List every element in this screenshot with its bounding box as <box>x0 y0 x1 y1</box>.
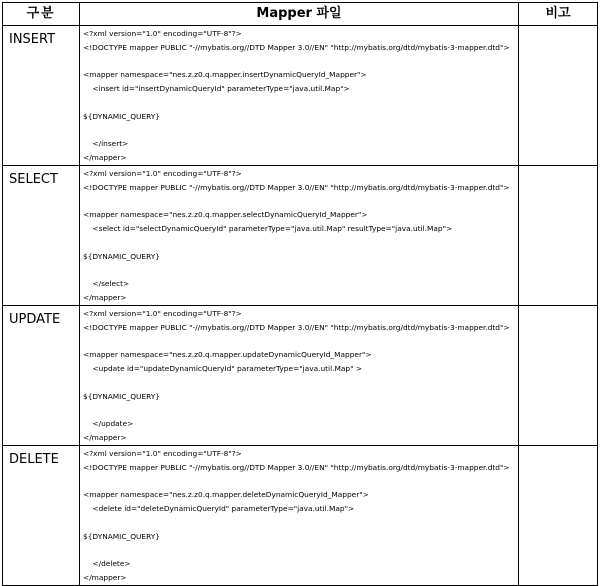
code-line: <delete id="deleteDynamicQueryId" parameterType="java.util.Map"> <box>83 504 355 514</box>
code-line: <!DOCTYPE mapper PUBLIC "-//mybatis.org//DTD Mapper 3.0//EN" "http://mybatis.org/dtd/mybatis-3-mapper.dtd"> <box>83 182 510 192</box>
code-line: </mapper> <box>83 153 127 163</box>
table-row <box>3 165 598 305</box>
code-line: ${DYNAMIC_QUERY} <box>83 531 160 541</box>
header-type-label: 구분 <box>26 6 56 21</box>
code-line: ${DYNAMIC_QUERY} <box>83 111 160 121</box>
code-line: <!DOCTYPE mapper PUBLIC "-//mybatis.org//DTD Mapper 3.0//EN" "http://mybatis.org/dtd/mybatis-3-mapper.dtd"> <box>83 322 510 332</box>
code-line: <?xml version="1.0" encoding="UTF-8"?> <box>83 29 242 38</box>
code-line <box>83 236 518 250</box>
note-cell <box>519 26 598 166</box>
code-line <box>83 475 518 489</box>
note-cell <box>519 305 598 445</box>
code-line: </insert> <box>83 139 129 149</box>
code-line <box>83 404 518 418</box>
type-cell <box>3 305 80 445</box>
table-header <box>3 3 598 26</box>
header-mapper <box>80 3 519 26</box>
header-note <box>519 3 598 26</box>
code-line: <?xml version="1.0" encoding="UTF-8"?> <box>83 448 242 458</box>
type-cell <box>3 165 80 305</box>
code-line: <insert id="insertDynamicQueryId" parameterType="java.util.Map"> <box>83 84 350 94</box>
table-row <box>3 445 598 585</box>
note-cell <box>519 445 598 585</box>
code-line: <!DOCTYPE mapper PUBLIC "-//mybatis.org//DTD Mapper 3.0//EN" "http://mybatis.org/dtd/mybatis-3-mapper.dtd"> <box>83 462 510 472</box>
table-row <box>3 305 598 445</box>
code-line: <mapper namespace="nes.z.z0.q.mapper.updateDynamicQueryId_Mapper"> <box>83 350 372 360</box>
code-line: </select> <box>83 279 130 289</box>
note-cell <box>519 165 598 305</box>
type-label: DELETE <box>9 451 59 467</box>
code-line <box>83 124 518 138</box>
code-line: <select id="selectDynamicQueryId" parameterType="java.util.Map" resultType="java.util.Map"> <box>83 224 453 234</box>
code-line: </delete> <box>83 559 131 569</box>
code-line <box>83 55 518 69</box>
mapper-code-cell <box>80 445 519 585</box>
type-label: SELECT <box>9 171 58 187</box>
code-line <box>83 516 518 530</box>
header-mapper-label: Mapper 파일 <box>256 6 342 21</box>
code-line: <update id="updateDynamicQueryId" parameterType="java.util.Map" > <box>83 364 363 374</box>
code-line <box>83 543 518 557</box>
code-line <box>83 335 518 349</box>
type-label: UPDATE <box>9 311 61 327</box>
table-body <box>3 26 598 586</box>
header-type <box>3 3 80 26</box>
code-line: <?xml version="1.0" encoding="UTF-8"?> <box>83 168 242 178</box>
code-line: </mapper> <box>83 433 127 443</box>
header-row <box>3 3 598 26</box>
mapper-code-cell <box>80 26 519 166</box>
code-line: ${DYNAMIC_QUERY} <box>83 251 160 261</box>
type-cell <box>3 26 80 166</box>
mapper-code-cell <box>80 305 519 445</box>
code-line: <mapper namespace="nes.z.z0.q.mapper.deleteDynamicQueryId_Mapper"> <box>83 490 369 500</box>
code-line <box>83 376 518 390</box>
code-line: <?xml version="1.0" encoding="UTF-8"?> <box>83 308 242 318</box>
code-line: <!DOCTYPE mapper PUBLIC "-//mybatis.org//DTD Mapper 3.0//EN" "http://mybatis.org/dtd/mybatis-3-mapper.dtd"> <box>83 42 510 52</box>
code-line <box>83 96 518 110</box>
code-line: <mapper namespace="nes.z.z0.q.mapper.selectDynamicQueryId_Mapper"> <box>83 210 368 220</box>
code-line: </update> <box>83 419 134 429</box>
code-line: </mapper> <box>83 573 127 583</box>
mapper-code-cell <box>80 165 519 305</box>
code-line <box>83 195 518 209</box>
type-label: INSERT <box>9 32 56 47</box>
code-line <box>83 264 518 278</box>
header-note-label: 비고 <box>545 6 571 21</box>
table-row <box>3 26 598 166</box>
mapper-table <box>2 2 598 586</box>
code-line: </mapper> <box>83 293 127 303</box>
type-cell <box>3 445 80 585</box>
code-line: ${DYNAMIC_QUERY} <box>83 391 160 401</box>
code-line: <mapper namespace="nes.z.z0.q.mapper.insertDynamicQueryId_Mapper"> <box>83 70 367 80</box>
